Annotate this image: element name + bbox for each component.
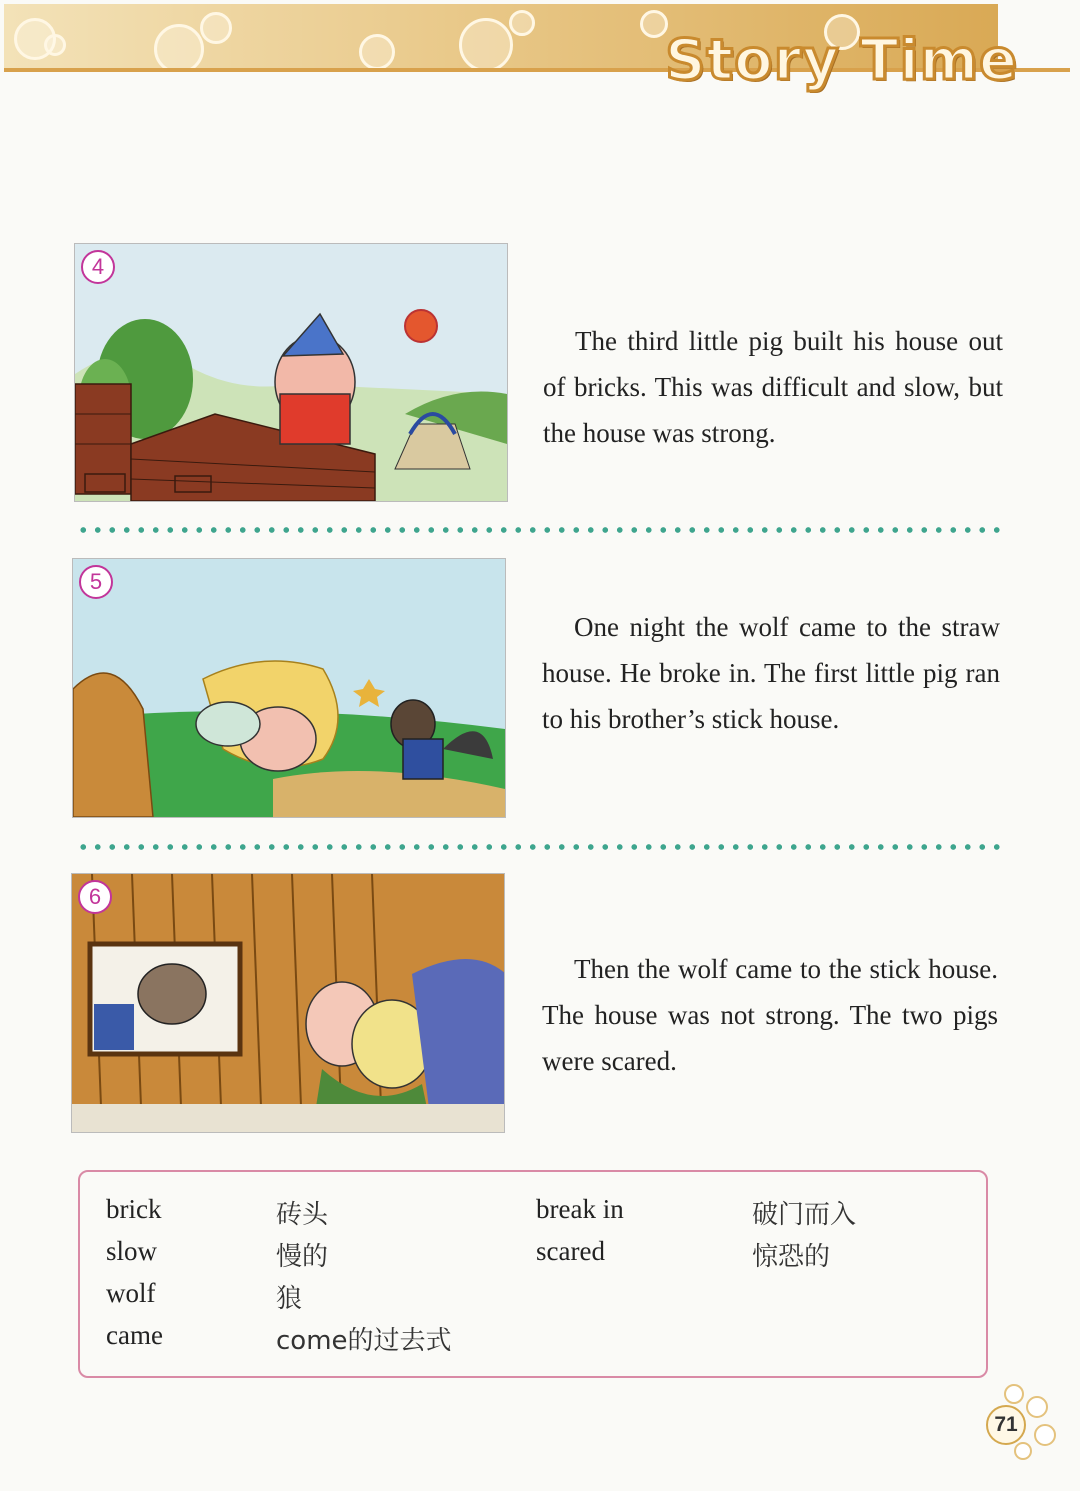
- dotted-divider: [76, 843, 1006, 851]
- vocab-meaning: 破门而入: [752, 1200, 857, 1230]
- decorative-bubble-icon: [1004, 1384, 1024, 1404]
- story-paragraph: The third little pig built his house out of bricks. This was difficult and slow, but the house was strong.: [543, 326, 1003, 448]
- vocab-word: break in: [536, 1194, 624, 1224]
- page-number: 71: [986, 1405, 1026, 1445]
- page-title: Story Time: [665, 28, 1018, 93]
- decorative-bubble-icon: [1026, 1396, 1048, 1418]
- vocab-word: scared: [536, 1236, 605, 1266]
- vocab-word: slow: [106, 1236, 158, 1266]
- story-paragraph: One night the wolf came to the straw house. He broke in. The first little pig ran to his brother’s stick house.: [542, 612, 1000, 734]
- illustration-brick-house: [74, 243, 508, 502]
- vocab-meaning: 砖头: [276, 1200, 329, 1230]
- vocab-meaning: come的过去式: [276, 1326, 452, 1356]
- story-paragraph: Then the wolf came to the stick house. The house was not strong. The two pigs were scared.: [542, 954, 998, 1076]
- vocab-word: wolf: [106, 1278, 156, 1308]
- decorative-bubble-icon: [44, 34, 66, 56]
- decorative-bubble-icon: [359, 34, 395, 70]
- vocab-meaning: 慢的: [276, 1242, 329, 1272]
- decorative-bubble-icon: [640, 10, 668, 38]
- decorative-bubble-icon: [154, 24, 204, 70]
- decorative-bubble-icon: [509, 10, 535, 36]
- panel-number-badge: 5: [79, 565, 113, 599]
- panel-number-badge: 6: [78, 880, 112, 914]
- vocab-meaning: 惊恐的: [752, 1242, 831, 1272]
- decorative-bubble-icon: [1034, 1424, 1056, 1446]
- scared-pigs-illustration: [72, 874, 505, 1132]
- decorative-bubble-icon: [459, 18, 513, 70]
- vocab-word: brick: [106, 1194, 162, 1224]
- decorative-bubble-icon: [200, 12, 232, 44]
- vocab-word: came: [106, 1320, 163, 1350]
- illustration-straw-house: [72, 558, 506, 818]
- panel-number-badge: 4: [81, 250, 115, 284]
- wolf-breaks-in-illustration: [73, 559, 505, 817]
- decorative-bubble-icon: [1014, 1442, 1032, 1460]
- illustration-stick-house: [71, 873, 505, 1133]
- vocabulary-box: [78, 1170, 988, 1378]
- brick-building-illustration: [75, 244, 507, 501]
- dotted-divider: [76, 526, 1006, 534]
- vocab-meaning: 狼: [276, 1284, 303, 1314]
